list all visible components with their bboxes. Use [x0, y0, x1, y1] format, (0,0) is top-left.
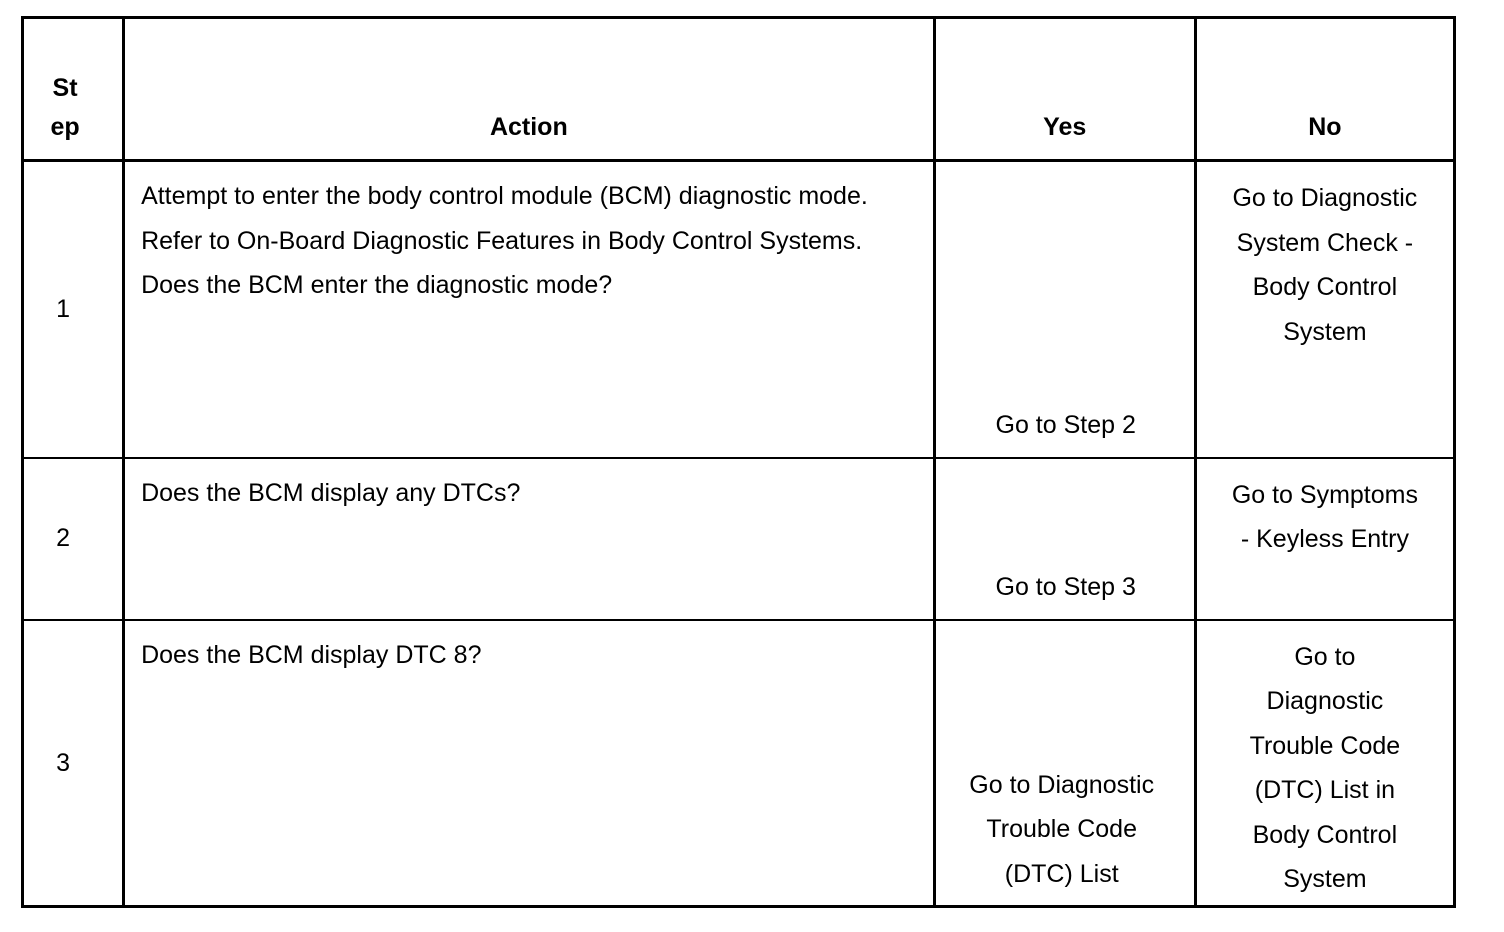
header-step: [23, 18, 124, 161]
table-row: [23, 161, 1455, 458]
yes-text: Go to Step 2: [995, 411, 1136, 439]
action-text: Does the BCM display DTC 8?: [141, 640, 482, 669]
table-body: [23, 161, 1455, 907]
header-no: [1195, 18, 1454, 161]
header-no-label: No: [1308, 113, 1342, 141]
table-row: [23, 458, 1455, 620]
action-text: Does the BCM display any DTCs?: [141, 478, 521, 507]
header-step-label: St ep: [50, 74, 80, 141]
no-cell: [1195, 161, 1454, 458]
no-text: Go to Symptoms - Keyless Entry: [1231, 480, 1418, 553]
yes-cell: [934, 620, 1195, 907]
table-header: [23, 18, 1455, 161]
step-number: 3: [56, 748, 70, 777]
header-action-label: Action: [489, 113, 568, 141]
step-cell: [23, 620, 124, 907]
yes-text: Go to Step 3: [995, 573, 1136, 601]
header-yes: [934, 18, 1195, 161]
diagnostic-table: [21, 16, 1456, 908]
action-text: Attempt to enter the body control module (BCM) diagnostic mode. Refer to On-Board Diagnostic Features in Body Control Systems. Does the BCM enter the diagnostic mode?: [141, 182, 868, 299]
action-cell: [124, 620, 935, 907]
action-cell: [124, 458, 935, 620]
header-row: [23, 18, 1455, 161]
header-yes-label: Yes: [1043, 113, 1087, 141]
no-cell: [1195, 620, 1454, 907]
no-cell: [1195, 458, 1454, 620]
step-cell: [23, 161, 124, 458]
yes-cell: [934, 458, 1195, 620]
header-action: [124, 18, 935, 161]
yes-text: Go to Diagnostic Trouble Code (DTC) List: [969, 770, 1155, 888]
step-number: 2: [56, 524, 70, 553]
no-text: Go to Diagnostic System Check - Body Control System: [1232, 184, 1418, 346]
step-cell: [23, 458, 124, 620]
action-cell: [124, 161, 935, 458]
yes-cell: [934, 161, 1195, 458]
step-number: 1: [56, 295, 70, 323]
no-text: Go to Diagnostic Trouble Code (DTC) List in Body Control System: [1249, 642, 1401, 893]
table-row: [23, 620, 1455, 907]
